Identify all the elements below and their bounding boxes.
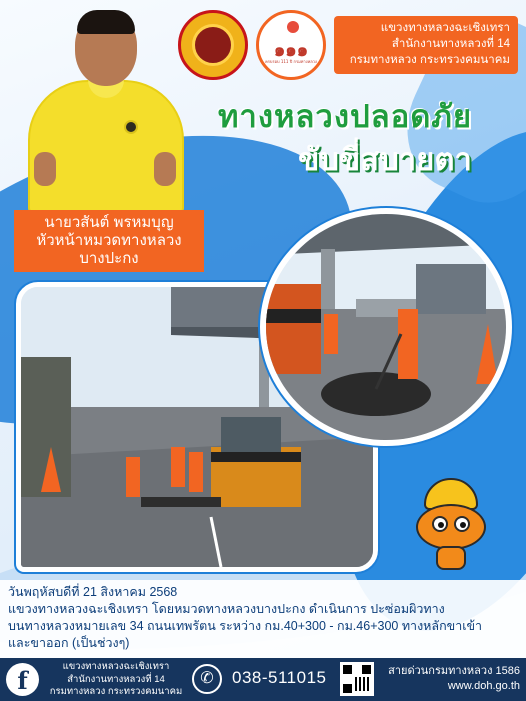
phone-icon: ✆ <box>192 664 222 694</box>
thumb-left <box>34 152 56 186</box>
headline <box>170 96 520 182</box>
info-desc-2: บนทางหลวงหมายเลข 34 ถนนเทพรัตน ระหว่าง กม.40+300 - กม.46+300 ทางหลักขาเข้า <box>8 619 483 633</box>
footer <box>0 658 526 701</box>
footer-org-1: แขวงทางหลวงฉะเชิงเทรา <box>62 661 170 672</box>
footer-org-3: กรมทางหลวง กระทรวงคมนาคม <box>49 686 183 697</box>
highway-mascot <box>410 478 492 570</box>
footer-organization <box>46 661 186 699</box>
mascot-eye-right <box>454 516 470 532</box>
person-name-box <box>14 210 204 272</box>
qr-code-pattern <box>343 665 371 693</box>
qr-code-icon[interactable] <box>340 662 374 696</box>
pothole-repair-scene <box>266 214 506 440</box>
portrait-shirt <box>28 80 184 214</box>
org-line-1: แขวงทางหลวงฉะเชิงเทรา <box>380 22 510 34</box>
anniversary-caption: ครบรอบ 111 ปี กรมทางหลวง <box>265 59 317 64</box>
website-link[interactable]: www.doh.go.th <box>447 680 520 692</box>
headline-line-1: ทางหลวงปลอดภัย <box>218 99 472 135</box>
mascot-face <box>416 504 486 550</box>
mascot-eye-left <box>432 516 448 532</box>
highway-district-seal <box>178 10 248 80</box>
facebook-icon[interactable]: f <box>6 663 39 696</box>
info-date: วันพฤหัสบดีที่ 21 สิงหาคม 2568 <box>8 585 178 599</box>
info-panel <box>0 580 526 658</box>
info-desc-3: และขาออก (เป็นช่วงๆ) <box>8 636 130 650</box>
hotline-block <box>384 664 520 694</box>
portrait-hair <box>77 10 135 34</box>
person-position-2: บางปะกง <box>79 250 139 267</box>
org-line-3: กรมทางหลวง กระทรวงคมนาคม <box>349 54 510 66</box>
organization-box <box>334 16 518 74</box>
headline-line-2: ขับขี่สบายตา <box>298 142 472 178</box>
person-position-1: หัวหน้าหมวดทางหลวง <box>36 232 182 249</box>
hotline-text: สายด่วนกรมทางหลวง 1586 <box>388 665 520 677</box>
anniversary-logo <box>256 10 326 80</box>
person-name: นายวสันต์ พรหมบุญ <box>44 214 174 231</box>
anniversary-emblem <box>287 21 299 33</box>
seal-inner <box>192 24 234 66</box>
footer-org-2: สำนักงานทางหลวงที่ 14 <box>67 673 165 685</box>
shirt-emblem <box>124 120 138 134</box>
info-desc-1: แขวงทางหลวงฉะเชิงเทรา โดยหมวดทางหลวงบางปะกง ดำเนินการ ปะซ่อมผิวทาง <box>8 602 445 616</box>
official-portrait <box>22 12 190 212</box>
pothole-repair-photo <box>260 208 512 446</box>
org-line-2: สำนักงานทางหลวงที่ 14 <box>391 38 510 50</box>
anniversary-number: ๑๑๑ <box>273 40 309 61</box>
mascot-body <box>436 546 466 570</box>
phone-number[interactable]: 038-511015 <box>232 668 327 687</box>
